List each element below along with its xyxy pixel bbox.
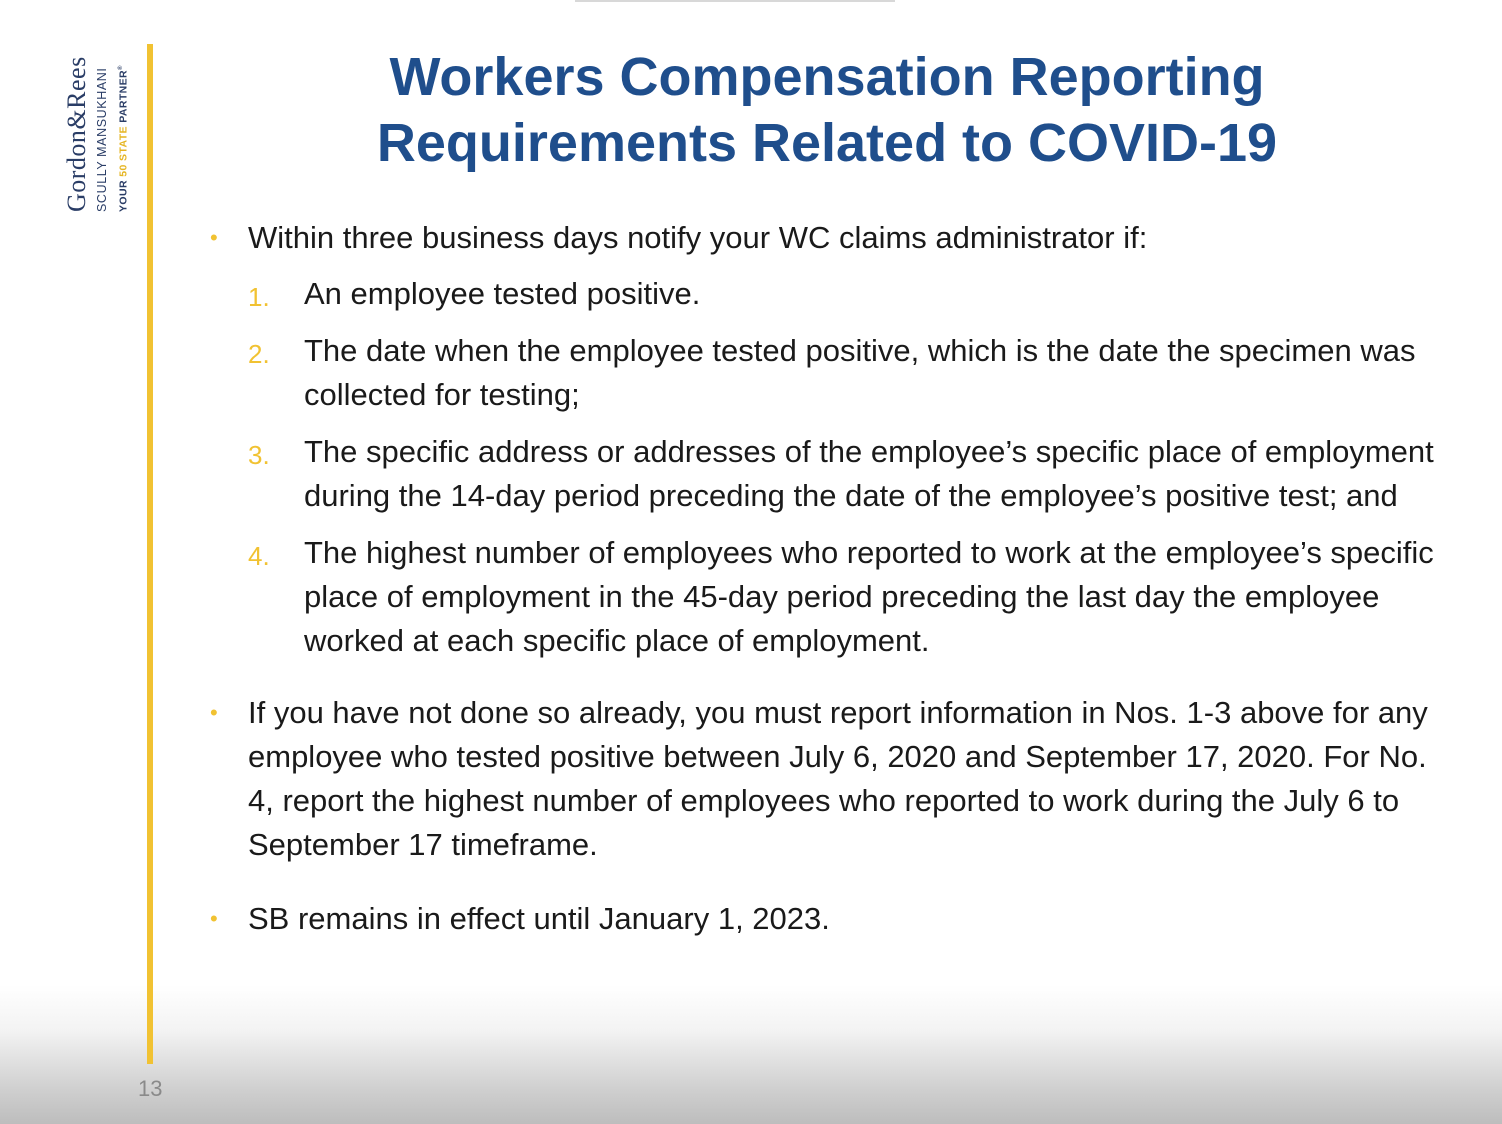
list-number: 3. — [248, 440, 270, 470]
list-item-text: The specific address or addresses of the employee’s specific place of employment during the 14-day period preceding the date of the employee’s positive test; and — [304, 434, 1434, 513]
list-item-text: The date when the employee tested positive, which is the date the specimen was collected for testing; — [304, 333, 1416, 412]
bullet-item — [210, 691, 1450, 867]
slide-body — [210, 216, 1450, 941]
list-number: 1. — [248, 282, 270, 312]
page-number: 13 — [138, 1076, 163, 1101]
list-item-text: The highest number of employees who reported to work at the employee’s specific place of employment in the 45-day period preceding the last day the employee worked at each specific place of employment. — [304, 535, 1434, 658]
bullet-text: If you have not done so already, you must report information in Nos. 1-3 above for any employee who tested positive between July 6, 2020 and September 17, 2020. For No. 4, report the highest number of employees who reported to work during the July 6 to September 17 timeframe. — [248, 695, 1428, 862]
logo-subtitle: SCULLY MANSUKHANI — [95, 67, 109, 212]
logo-text-group — [62, 42, 134, 212]
slide-title-line-2: Requirements Related to COVID-19 — [376, 113, 1278, 173]
bullet-item — [210, 216, 1450, 260]
logo-tagline-prefix: YOUR — [117, 176, 130, 212]
list-number: 4. — [248, 541, 270, 571]
bullet-text: SB remains in effect until January 1, 2023. — [248, 901, 830, 936]
numbered-list-item — [210, 329, 1450, 417]
accent-bar — [147, 44, 153, 1064]
numbered-list-item — [210, 272, 1450, 316]
slide-title-line-1: Workers Compensation Reporting — [389, 47, 1265, 107]
firm-logo — [62, 42, 134, 212]
logo-firm-name: Gordon&Rees — [62, 56, 91, 212]
numbered-list — [210, 272, 1450, 663]
bullet-text: Within three business days notify your WC claims administrator if: — [248, 220, 1148, 255]
logo-tagline — [112, 42, 133, 212]
slide-title — [200, 44, 1454, 176]
bullet-icon: • — [210, 906, 218, 931]
list-item-text: An employee tested positive. — [304, 276, 701, 311]
logo-trademark: ® — [118, 65, 124, 70]
bullet-icon: • — [210, 700, 218, 725]
logo-tagline-suffix: PARTNER — [117, 69, 130, 127]
bullet-icon: • — [210, 225, 218, 250]
top-divider — [575, 0, 895, 2]
bullet-item — [210, 897, 1450, 941]
numbered-list-item — [210, 531, 1450, 663]
list-number: 2. — [248, 339, 270, 369]
numbered-list-item — [210, 430, 1450, 518]
logo-tagline-accent: 50 STATE — [117, 126, 130, 177]
